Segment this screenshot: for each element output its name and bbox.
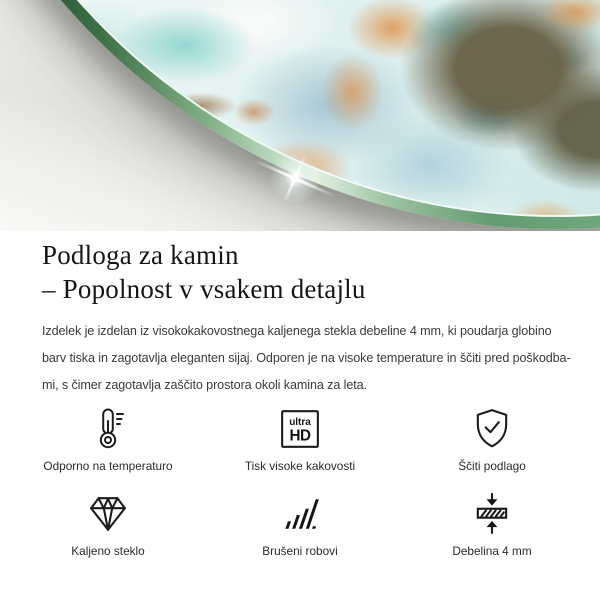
feature-label: Debelina 4 mm bbox=[452, 544, 532, 558]
feature-label: Brušeni robovi bbox=[262, 544, 338, 558]
feature-label: Odporno na temperaturo bbox=[43, 459, 173, 473]
feature-polished-edges bbox=[204, 489, 396, 559]
paragraph-line: barv tiska in zagotavlja eleganten sijaj. Odporen je na visoke temperature in ščiti pred poškodba- bbox=[42, 351, 571, 365]
feature-grid bbox=[0, 404, 600, 559]
feature-print-quality bbox=[204, 404, 396, 474]
feature-thickness bbox=[396, 489, 588, 559]
paragraph-line: mi, s čimer zagotavlja zaščito prostora okoli kamina za leta. bbox=[42, 378, 367, 392]
paragraph-line: Izdelek je izdelan iz visokokakovostnega kaljenega stekla debeline 4 mm, ki poudarja globino bbox=[42, 324, 552, 338]
title-line-1: Podloga za kamin bbox=[42, 240, 239, 270]
polished-edges-icon bbox=[279, 489, 321, 539]
feature-protects-surface bbox=[396, 404, 588, 474]
product-image bbox=[0, 0, 600, 231]
page-title bbox=[42, 238, 558, 306]
thermometer-icon bbox=[90, 404, 126, 454]
glass-surface bbox=[0, 0, 600, 217]
product-paragraph bbox=[42, 318, 571, 399]
feature-label: Ščiti podlago bbox=[458, 459, 526, 473]
ultra-hd-icon-text-bottom: HD bbox=[289, 427, 311, 445]
feature-tempered-glass bbox=[12, 489, 204, 559]
feature-temperature bbox=[12, 404, 204, 474]
diamond-icon bbox=[88, 489, 128, 539]
description-section bbox=[0, 238, 600, 399]
ultra-hd-icon bbox=[279, 404, 321, 454]
feature-label: Kaljeno steklo bbox=[71, 544, 145, 558]
shield-check-icon bbox=[473, 404, 511, 454]
feature-label: Tisk visoke kakovosti bbox=[244, 459, 356, 473]
title-line-2: – Popolnost v vsakem detajlu bbox=[42, 274, 366, 304]
thickness-4mm-icon bbox=[473, 489, 511, 539]
ultra-hd-icon-text-top: ultra bbox=[289, 416, 311, 428]
marble-artwork bbox=[0, 0, 600, 217]
